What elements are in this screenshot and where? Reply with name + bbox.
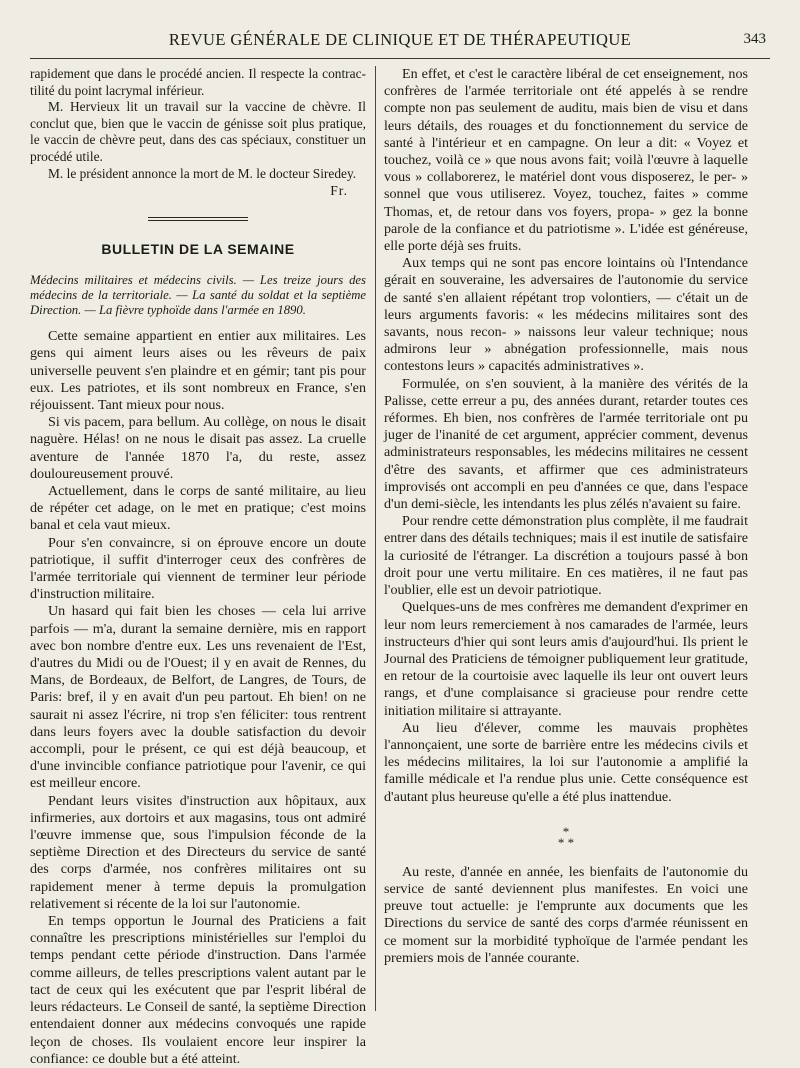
paragraph: En temps opportun le Journal des Praticiens a fait connaître les prescriptions ministérielles sur l'emploi du temps pendant cette période d'instruction. Dans l'armée comme ailleurs, de telles prescriptions valent autant par le tact de ceux qui les exécutent que par l'esprit libéral de leurs rédacteurs. Le Conseil de santé, la septième Direction entendaient donner aux médecins convoqués une rapide leçon de choses. Ils voulaient encore leur inspirer la confiance: ce double but a été atteint. <box>30 913 366 1067</box>
paragraph: Pour s'en convaincre, si on éprouve encore un doute patriotique, il suffit d'interroger ceux des confrères de l'armée territoriale qui viennent de terminer leur période d'instruction militaire. <box>30 534 366 603</box>
header-rule <box>30 58 770 59</box>
section-summary: Médecins militaires et médecins civils. — Les treize jours des médecins de la territoriale. — La santé du soldat et la septième Direction. — La fièvre typhoïde dans l'armée en 1890. <box>30 272 366 317</box>
paragraph: Au reste, d'année en année, les bienfaits de l'autonomie du service de santé deviennent plus manifestes. En voici une preuve tout actuelle: je l'emprunte aux documents que les Directions du service de santé des corps d'armée réunissent en ce moment sur la morbidité typhoïque de l'armée pendant les premiers mois de l'année courante. <box>384 863 748 966</box>
section-title: BULLETIN DE LA SEMAINE <box>101 241 295 258</box>
section-divider <box>148 217 248 221</box>
paragraph: rapidement que dans le procédé ancien. Il respecte la contrac-tilité du point lacrymal inférieur. <box>30 66 366 98</box>
running-header <box>30 30 770 54</box>
left-column <box>30 66 366 1068</box>
paragraph: Pour rendre cette démonstration plus complète, il me faudrait entrer dans des détails techniques; mais il est inutile de satisfaire la curiosité de l'étranger. La discrétion a toujours passé à bon droit pour une vertu militaire. En ces matières, il ne faut pas l'oublier, elle est un devoir patriotique. <box>384 513 748 599</box>
paragraph: En effet, et c'est le caractère libéral de cet enseignement, nos confrères de l'armée territoriale ont été appelés à se rendre compte non pas seulement de auditu, mais bien de visu et dans leurs détails, des rouages et du fonctionnement du service de santé à l'intérieur et en campagne. On leur a dit: « Voyez et touchez, voilà ce » que nous avons fait; voilà l'œuvre à laquelle vous » collaborerez, le matériel dont vous disposerez, le per- » sonnel que vous utiliserez. Voyez, touchez, faites » comme Thomas, et, de retour dans vos foyers, propa- » gez la bonne parole de la confiance et du patriotisme ». L'idée est généreuse, elle porte déjà ses fruits. <box>384 66 748 255</box>
paragraph: Formulée, on s'en souvient, à la manière des vérités de la Palisse, cette erreur a pu, des années durant, retarder toutes ces réformes. Eh bien, nos confrères de l'armée territoriale ont pu juger de l'inanité de cet argument, apprécier comment, devenus administrateurs responsables, les médecins militaires ne cessent d'être des savants, et affirmer que ces administrateurs improvisés ont accompli en peu d'années ce que, dans l'espace d'un demi-siècle, les intendants les plus zélés n'avaient su faire. <box>384 375 748 513</box>
asterism-top: * <box>562 823 570 839</box>
asterism-bottom: * * <box>557 834 575 850</box>
paragraph: Au lieu d'élever, comme les mauvais prophètes l'annonçaient, une sorte de barrière entre les médecins civils et les médecins militaires, la loi sur l'autonomie a amplifié la famille médicale et l'a rendue plus unie. Cette conséquence est d'autant plus heureuse qu'elle a été plus inattendue. <box>384 719 748 805</box>
author-signature: Fr. <box>330 183 348 199</box>
page-number: 343 <box>743 31 766 47</box>
paragraph: Si vis pacem, para bellum. Au collège, on nous le disait naguère. Hélas! on ne nous le disait pas assez. La cruelle aventure de l'année 1870 l'a, du reste, assez douloureusement prouvé. <box>30 414 366 482</box>
right-column <box>384 66 748 967</box>
paragraph: Aux temps qui ne sont pas encore lointains où l'Intendance gérait en souveraine, les adversaires de l'autonomie du service de santé s'en allaient répétant trop volontiers, — c'était un de leurs arguments favoris: « les médecins militaires sont des savants, nous recon- » naissons leur valeur technique; nous admirons leur » abnégation professionnelle, mais nous contestons leurs » capacités administratives ». <box>384 255 748 375</box>
paragraph: M. le président annonce la mort de M. le docteur Siredey. <box>48 165 357 181</box>
paragraph: Cette semaine appartient en entier aux militaires. Les gens qui aiment leurs aises ou les rêveurs de paix universelle peuvent s'en plaindre et en gémir; tant pis pour eux. Les patriotes, et ils sont nombreux en France, s'en réjouissent. Tant mieux pour nous. <box>30 328 366 413</box>
journal-title: REVUE GÉNÉRALE DE CLINIQUE ET DE THÉRAPEUTIQUE <box>168 30 632 49</box>
paragraph: Actuellement, dans le corps de santé militaire, au lieu de répéter cet adage, on le met en pratique; c'est moins banal et cela vaut mieux. <box>30 483 366 534</box>
paragraph: Pendant leurs visites d'instruction aux hôpitaux, aux infirmeries, aux dortoirs et aux magasins, tous ont admiré l'œuvre immense que, sous l'impulsion féconde de la septième Direction et des Directeurs du service de santé des corps d'armée, nos confrères militaires ont su rapidement mener à terme depuis la promulgation relativement si récente de la loi sur l'autonomie. <box>30 792 366 912</box>
asterism <box>384 823 748 850</box>
paragraph: Quelques-uns de mes confrères me demandent d'exprimer en leur nom leurs remerciement à nos camarades de l'armée, leurs instructeurs d'hier qui sont leurs amis d'aujourd'hui. Ils prient le Journal des Praticiens de témoigner publiquement leur gratitude, en retour de la courtoisie avec laquelle ils leur ont ouvert leurs rangs, et d'une complaisance si gracieuse pour rendre cette initiation militaire si attrayante. <box>384 599 748 719</box>
paragraph: Un hasard qui fait bien les choses — cela lui arrive parfois — m'a, durant la semaine dernière, mis en rapport avec bon nombre d'entre eux. Les uns revenaient de l'Est, d'autres du Midi ou de l'Ouest; il y en avait de Rennes, du Mans, de Bordeaux, de Belfort, de Langres, de Tours, de Paris: bref, il y en avait d'un peu partout. Eh bien! on ne saurait ni assez l'écrire, ni trop s'en féliciter: tous rentrent dans leurs foyers avec la double satisfaction du devoir accompli, pour le présent, ce qui est déjà beaucoup, et d'une invincible confiance patriotique pour l'avenir, ce qui est meilleur encore. <box>30 603 366 792</box>
column-divider <box>375 66 376 1011</box>
paragraph: M. Hervieux lit un travail sur la vaccine de chèvre. Il conclut que, bien que le vaccin de génisse soit plus pratique, le vaccin de chèvre peut, dans des cas spéciaux, constituer un procédé utile. <box>30 99 366 164</box>
